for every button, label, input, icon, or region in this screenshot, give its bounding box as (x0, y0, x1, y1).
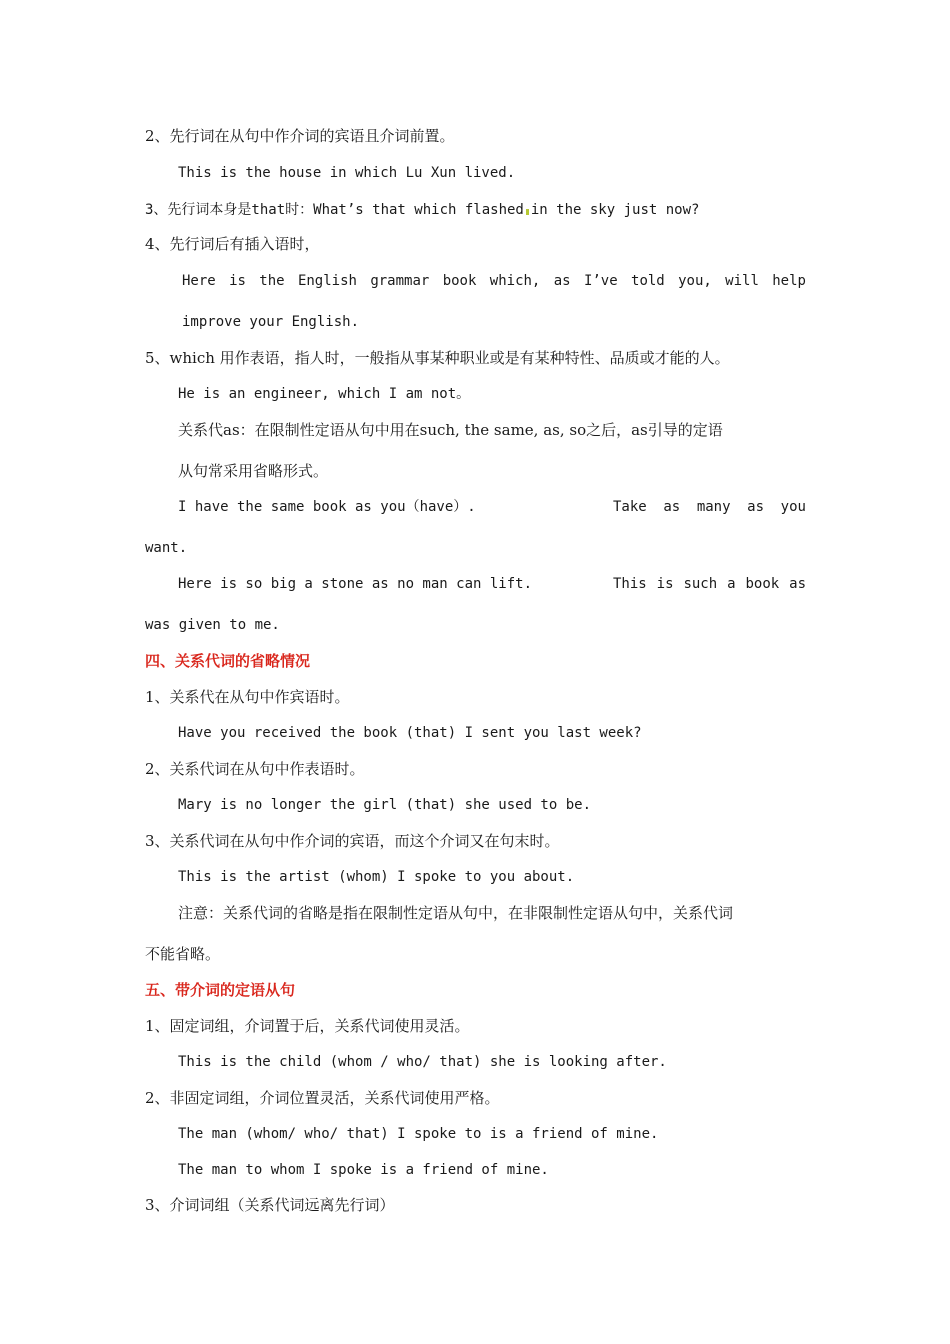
word: book (745, 576, 780, 592)
note-cont: 不能省略。 (145, 945, 221, 963)
example-sentence: This is the house in which Lu Xun lived. (178, 165, 516, 181)
word: help (772, 273, 806, 289)
example-sentence-cont: want. (145, 540, 188, 556)
example-sentence: Mary is no longer the girl (that) she used to be. (178, 797, 592, 813)
word: as (789, 576, 806, 592)
word: as (663, 499, 681, 515)
example-sentence: The man to whom I spoke is a friend of mine. (178, 1162, 549, 1178)
example-sentence: This is the child (whom / who/ that) she is looking after. (178, 1054, 667, 1070)
word: such (683, 576, 718, 592)
word: which, (489, 273, 541, 289)
example-sentence-justified (613, 574, 806, 594)
word: you (780, 499, 806, 515)
word: will (725, 273, 759, 289)
note: 注意：关系代词的省略是指在限制性定语从句中，在非限制性定语从句中，关系代词 (178, 904, 734, 922)
rule-text: 3、先行词本身是that时：What’s that which flashed (145, 202, 524, 218)
rule-item-4: 4、先行词后有插入语时， (145, 235, 320, 253)
rule-item-2: 2、关系代词在从句中作表语时。 (145, 760, 365, 778)
word: I’ve (583, 273, 618, 289)
example-sentence: Have you received the book (that) I sent you last week? (178, 725, 642, 741)
rule-item-2: 2、先行词在从句中作介词的宾语且介词前置。 (145, 127, 455, 145)
word: you, (678, 273, 712, 289)
word: as (747, 499, 765, 515)
word: a (727, 576, 736, 592)
word: as (553, 273, 571, 289)
rule-note-cont: 从句常采用省略形式。 (178, 462, 329, 480)
word: many (696, 499, 731, 515)
example-sentence-cont: improve your English. (182, 314, 360, 330)
stray-mark (526, 209, 529, 215)
rule-item-1: 1、固定词组，介词置于后，关系代词使用灵活。 (145, 1017, 470, 1035)
example-sentence: This is the artist (whom) I spoke to you about. (178, 869, 575, 885)
rule-text-cont: in the sky just now? (530, 202, 700, 218)
rule-note: 关系代as：在限制性定语从句中用在such, the same, as, so之后，as引导的定语 (178, 421, 723, 439)
word: This (613, 576, 647, 592)
word: English (297, 273, 357, 289)
example-sentence-justified (613, 497, 806, 517)
example-sentence: The man (whom/ who/ that) I spoke to is a friend of mine. (178, 1126, 659, 1142)
rule-item-3: 3、介词词组（关系代词远离先行词） (145, 1196, 395, 1214)
word: book (442, 273, 477, 289)
example-sentence: He is an engineer, which I am not。 (178, 386, 471, 402)
word: is (656, 576, 674, 592)
example-sentence: I have the same book as you（have）. (178, 499, 476, 515)
example-sentence: Here is so big a stone as no man can lift. (178, 576, 533, 592)
example-justified-line (182, 271, 806, 291)
word: Take (613, 499, 647, 515)
word: is (229, 273, 246, 289)
rule-item-2: 2、非固定词组，介词位置灵活，关系代词使用严格。 (145, 1089, 500, 1107)
word: grammar (370, 273, 430, 289)
rule-item-3: 3、关系代词在从句中作介词的宾语，而这个介词又在句末时。 (145, 832, 560, 850)
rule-item-1: 1、关系代在从句中作宾语时。 (145, 688, 350, 706)
rule-item-3 (145, 199, 699, 220)
word: Here (182, 273, 216, 289)
section-heading-5: 五、带介词的定语从句 (145, 981, 296, 999)
rule-item-5: 5、which 用作表语，指人时，一般指从事某种职业或是有某种特性、品质或才能的人。 (145, 349, 730, 367)
word: told (631, 273, 665, 289)
example-sentence-cont: was given to me. (145, 617, 280, 633)
word: the (259, 273, 285, 289)
section-heading-4: 四、关系代词的省略情况 (145, 652, 311, 670)
